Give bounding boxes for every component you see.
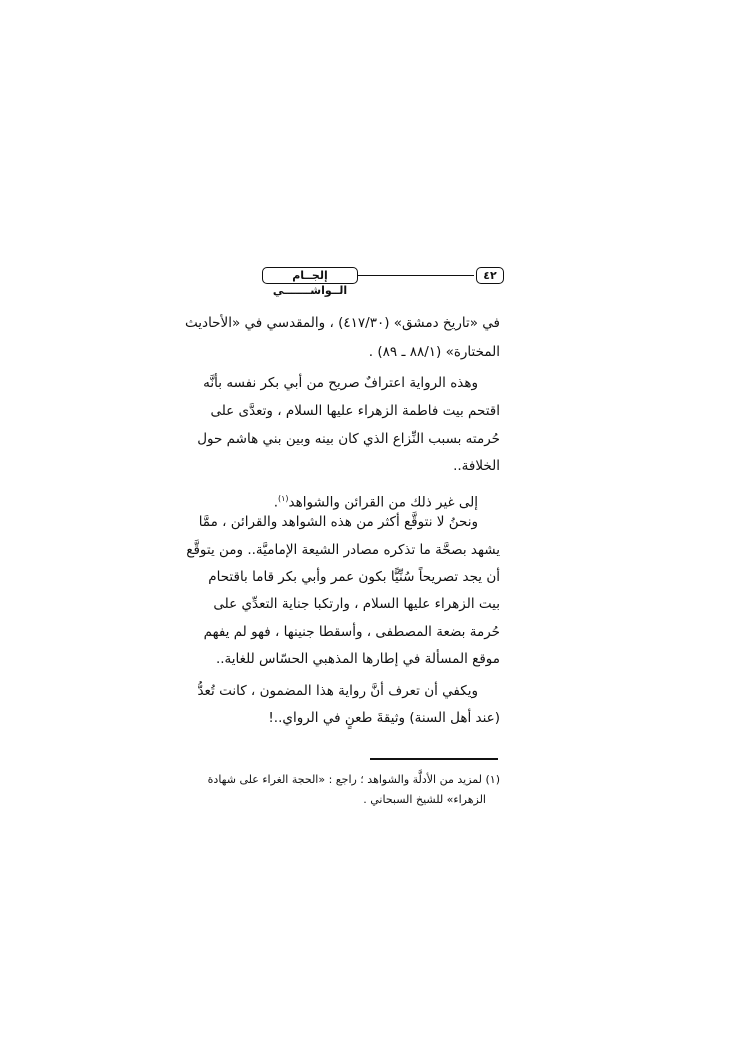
footnote-line: (١) لمزيد من الأدلَّة والشواهد ؛ راجع : «الحجة الغراء على شهادة xyxy=(207,773,500,786)
footnote-separator xyxy=(370,758,498,760)
text-line: حُرمة بضعة المصطفى ، وأسقطا جنينها ، فهو لم يفهم xyxy=(203,624,500,640)
text-line: يشهد بصحَّة ما تذكره مصادر الشيعة الإماميَّة.. ومن يتوقَّع xyxy=(186,542,500,558)
text-line: في «تاريخ دمشق» (٤١٧/٣٠) ، والمقدسي في «الأحاديث xyxy=(185,315,500,331)
running-header xyxy=(260,266,506,297)
text-line: المختارة» (٨٨/١ ـ ٨٩) . xyxy=(368,344,500,360)
text-line: وهذه الرواية اعترافٌ صريح من أبي بكر نفسه بأنَّه xyxy=(203,375,478,391)
text-line: ونحنُ لا نتوقَّع أكثر من هذه الشواهد والقرائن ، ممَّا xyxy=(198,514,478,530)
text-line: بيت الزهراء عليها السلام ، وارتكبا جناية التعدِّي على xyxy=(213,596,500,612)
footnote-line: الزهراء» للشيخ السبحاني . xyxy=(363,793,486,806)
text-line: (عند أهل السنة) وثيقةَ طعنٍ في الرواي..! xyxy=(268,710,500,726)
text-line: اقتحم بيت فاطمة الزهراء عليها السلام ، وتعدَّى على xyxy=(210,403,500,419)
page-number: ٤٢ xyxy=(476,267,504,284)
text-line: الخلافة.. xyxy=(453,458,500,474)
text-line-content: إلى غير ذلك من القرائن والشواهد xyxy=(288,494,478,511)
text-line: ويكفي أن تعرف أنَّ رواية هذا المضمون ، كانت تُعدُّ xyxy=(197,683,478,699)
text-line: موقع المسألة في إطارها المذهبي الحسّاس للغاية.. xyxy=(215,651,500,667)
text-line: إلى غير ذلك من القرائن والشواهد$^{(١)}$. xyxy=(273,494,478,511)
text-line: حُرمته بسبب النِّزاع الذي كان بينه وبين بني هاشم حول xyxy=(197,431,500,447)
footnote-reference[interactable]: (١) xyxy=(278,494,289,503)
header-rule xyxy=(358,275,474,276)
text-line: أن يجد تصريحاً سُنِّيًّا بكون عمر وأبي بكر قاما باقتحام xyxy=(208,569,500,585)
book-title: إلجــام الــواشـــــــي xyxy=(262,267,358,284)
